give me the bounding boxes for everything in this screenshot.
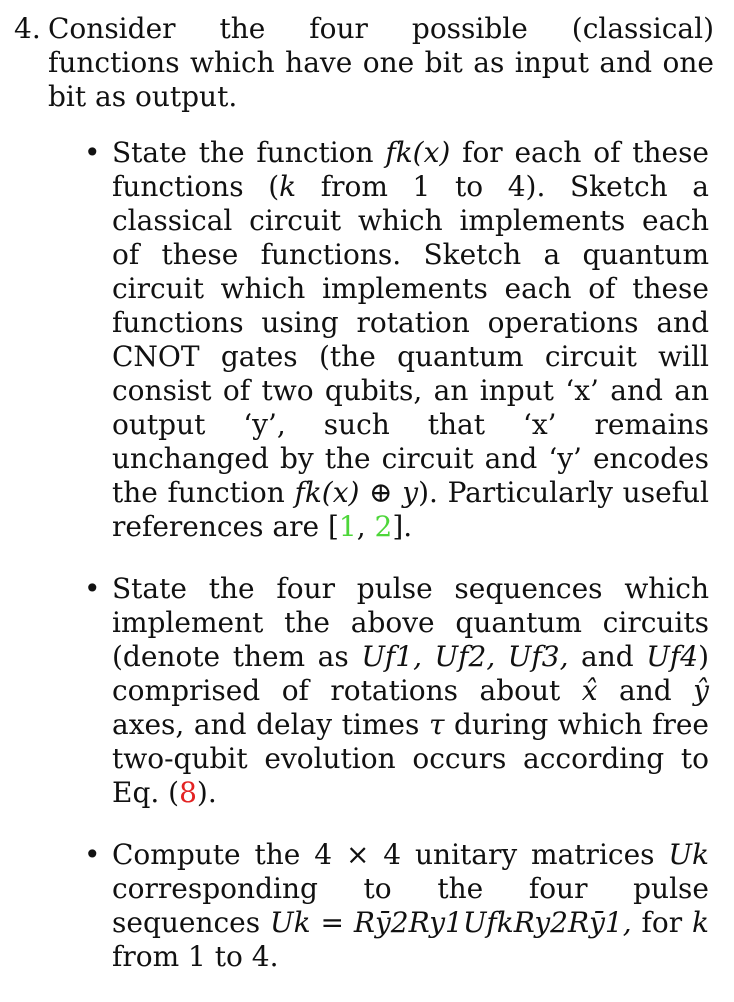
math-uk: Uk xyxy=(668,838,709,871)
text-run: and xyxy=(597,674,694,707)
text-run: State the four pulse sequences which implement the above quantum circuits (denote them as xyxy=(112,572,709,673)
text-run: ]. xyxy=(392,510,413,543)
bullet-text-1 xyxy=(112,136,709,544)
text-run: Compute the 4 × 4 unitary matrices xyxy=(112,838,669,871)
math-xhat: x̂ xyxy=(581,674,598,707)
bullet-item-3 xyxy=(84,838,709,974)
math-k: k xyxy=(279,170,297,203)
math-k: k xyxy=(692,906,710,939)
bullet-icon: • xyxy=(84,572,101,605)
text-run: from 1 to 4). Sketch a classical circuit which implements each of these functions. Sketch a quantum circuit which implements each of these functions using rotation operations and CNOT gates (the quantum circuit will consist of two qubits, an input ‘x’ and an output ‘y’, such that ‘x’ remains unchanged by the circuit and ‘y’ encodes the function xyxy=(112,170,710,509)
text-run: ). Particularly useful references are [ xyxy=(112,476,709,543)
bullet-icon: • xyxy=(84,838,101,871)
text-run: State the function xyxy=(112,136,386,169)
text-run: corresponding to the four pulse sequences xyxy=(112,872,709,939)
problem-number: 4. xyxy=(14,12,41,45)
equation-link-8[interactable]: 8 xyxy=(179,776,197,809)
math-fk-xor: fk(x) ⊕ y xyxy=(294,476,419,509)
math-uf-list: Uf1, Uf2, Uf3, xyxy=(361,640,569,673)
text-run: ). xyxy=(196,776,217,809)
math-uf4: Uf4 xyxy=(646,640,699,673)
text-run: ) comprised of rotations about xyxy=(112,640,709,707)
text-run: during which free two-qubit evolution occurs according to Eq. ( xyxy=(112,708,710,809)
bullet-item-1 xyxy=(84,136,709,544)
math-fk: fk(x) xyxy=(385,136,451,169)
math-tau: τ xyxy=(428,708,445,741)
text-run: from 1 to 4. xyxy=(112,940,279,973)
bullet-list xyxy=(84,136,709,1002)
bullet-item-2 xyxy=(84,572,709,810)
text-run: for xyxy=(631,906,693,939)
citation-link-2[interactable]: 2 xyxy=(374,510,393,543)
math-uk-equation: Uk = Rȳ2Ry1UfkRy2Rȳ1, xyxy=(270,906,632,939)
problem-statement: Consider the four possible (classical) functions which have one bit as input and one bit as output. xyxy=(48,12,714,113)
bullet-text-3 xyxy=(112,838,709,974)
text-run: and xyxy=(568,640,647,673)
bullet-icon: • xyxy=(84,136,101,169)
text-run: , xyxy=(356,510,375,543)
citation-link-1[interactable]: 1 xyxy=(338,510,357,543)
math-yhat: ŷ xyxy=(693,674,709,707)
bullet-text-2 xyxy=(112,572,709,810)
problem-4 xyxy=(14,12,714,114)
text-run: for each of these functions ( xyxy=(112,136,710,203)
text-run: axes, and delay times xyxy=(112,708,429,741)
